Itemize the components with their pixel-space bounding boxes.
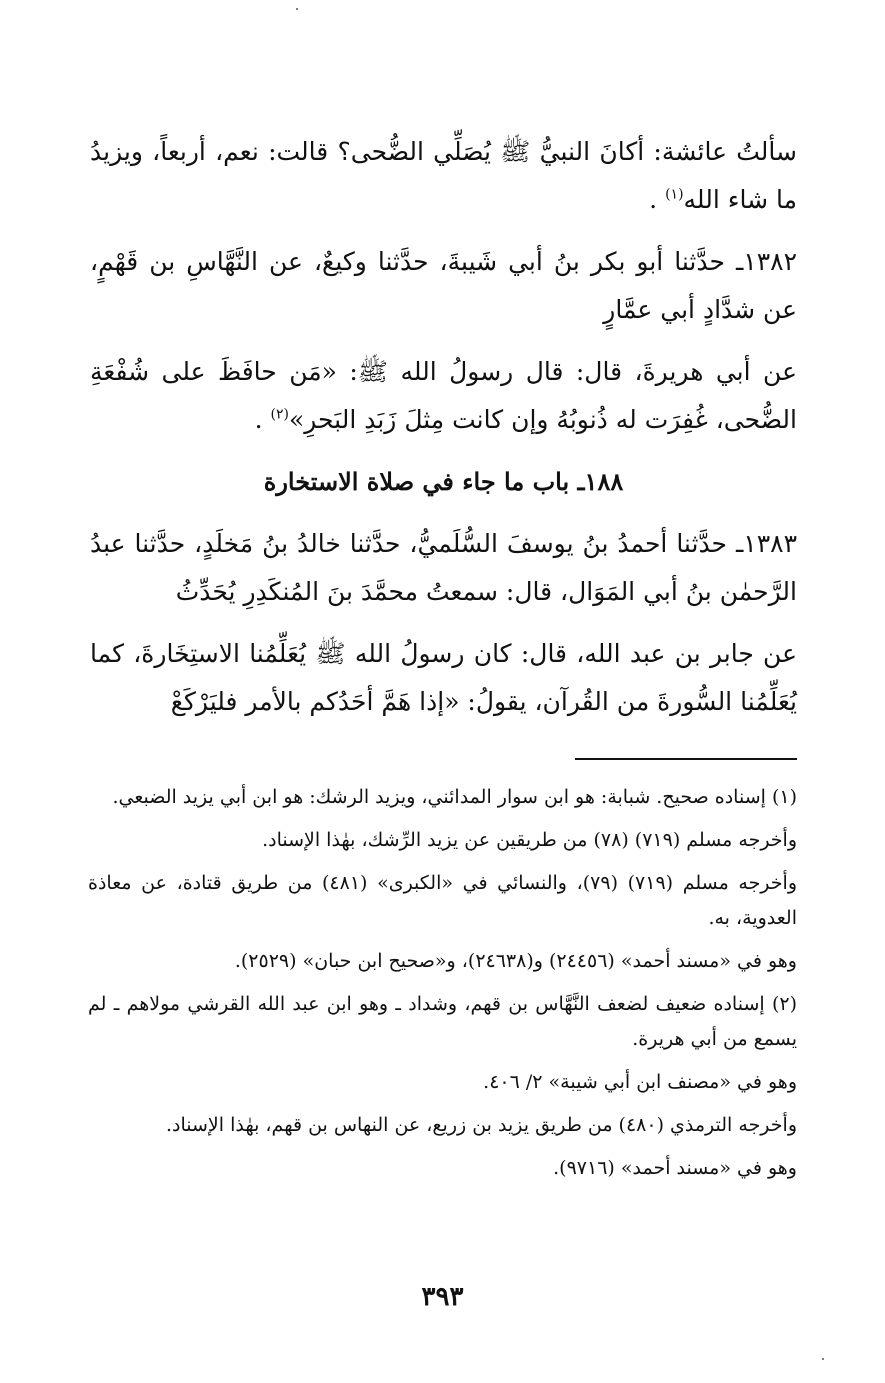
paragraph-text: عن جابر بن عبد الله، قال: كان رسولُ الله ﷺ يُعَلِّمُنا الاستِخَارةَ، كما يُعَلِّمُنا السُّورةَ من القُرآن، يقولُ: «إذا هَمَّ أحَدُكم بالأمر فليَرْكَعْ (90, 639, 797, 716)
paragraph-text: عن أبي هريرةَ، قال: قال رسولُ الله ﷺ: «مَن حافَظَ على شُفْعَةِ الضُّحى، غُفِرَت له ذُنوبُهُ وإن كانت مِثلَ زَبَدِ البَحرِ» (90, 357, 797, 434)
scan-speck (296, 8, 298, 10)
hadith-paragraph (90, 128, 797, 224)
footnote-marker-1: (١) (665, 186, 684, 203)
footnote-line: وهو في «مسند أحمد» (٢٤٤٥٦) و(٢٤٦٣٨)، و«صحيح ابن حبان» (٢٥٢٩). (234, 950, 797, 972)
paragraph-text: سألتُ عائشة: أكانَ النبيُّ ﷺ يُصَلِّي الضُّحى؟ قالت: نعم، أربعاً، ويزيدُ ما شاء الله (90, 137, 797, 214)
footnote-divider (575, 758, 797, 760)
footnotes-section (88, 780, 797, 1194)
footnote-line: وهو في «مصنف ابن أبي شيبة» ٢/ ٤٠٦. (483, 1071, 797, 1093)
footnote-marker-2: (٢) (270, 406, 289, 423)
footnote-line: وأخرجه مسلم (٧١٩) (٧٨) من طريقين عن يزيد الرِّشك، بهٰذا الإسناد. (262, 829, 797, 851)
page-number: ٣٩٣ (421, 1282, 464, 1312)
footnote-line: (١) إسناده صحيح. شبابة: هو ابن سوار المدائني، ويزيد الرشك: هو ابن أبي يزيد الضبعي. (112, 786, 797, 808)
paragraph-end-dot: . (649, 185, 658, 214)
main-text-body (90, 128, 797, 740)
footnote-line: وأخرجه مسلم (٧١٩) (٧٩)، والنسائي في «الكبرى» (٤٨١) من طريق قتادة، عن معاذة العدوية، به. (88, 872, 797, 929)
paragraph-end-dot: . (254, 405, 263, 434)
paragraph-text: ١٣٨٢ـ حدَّثنا أبو بكر بنُ أبي شَيبةَ، حدَّثنا وكيعٌ، عن النَّهَّاسِ بن قَهْمٍ، عن شدَّادٍ أبي عمَّارٍ (90, 247, 797, 324)
hadith-chain-1383 (90, 520, 797, 616)
footnote-line: (٢) إسناده ضعيف لضعف النَّهَّاس بن قهم، وشداد ـ وهو ابن عبد الله القرشي مولاهم ـ لم يسمع من أبي هريرة. (88, 993, 797, 1050)
chapter-heading: ١٨٨ـ باب ما جاء في صلاة الاستخارة (263, 467, 624, 496)
footnote-line: وهو في «مسند أحمد» (٩٧١٦). (553, 1157, 797, 1179)
scan-speck (822, 1358, 824, 1360)
hadith-text-1383 (90, 630, 797, 726)
hadith-chain-1382 (90, 238, 797, 334)
footnote-line: وأخرجه الترمذي (٤٨٠) من طريق يزيد بن زريع، عن النهاس بن قهم، بهٰذا الإسناد. (165, 1114, 797, 1136)
paragraph-text: ١٣٨٣ـ حدَّثنا أحمدُ بنُ يوسفَ السُّلَميُّ، حدَّثنا خالدُ بنُ مَخلَدٍ، حدَّثنا عبدُ الرَّحمٰن بنُ أبي المَوَال، قال: سمعتُ محمَّدَ بنَ المُنكَدِرِ يُحَدِّثُ (90, 529, 797, 606)
hadith-text-1382 (90, 348, 797, 444)
